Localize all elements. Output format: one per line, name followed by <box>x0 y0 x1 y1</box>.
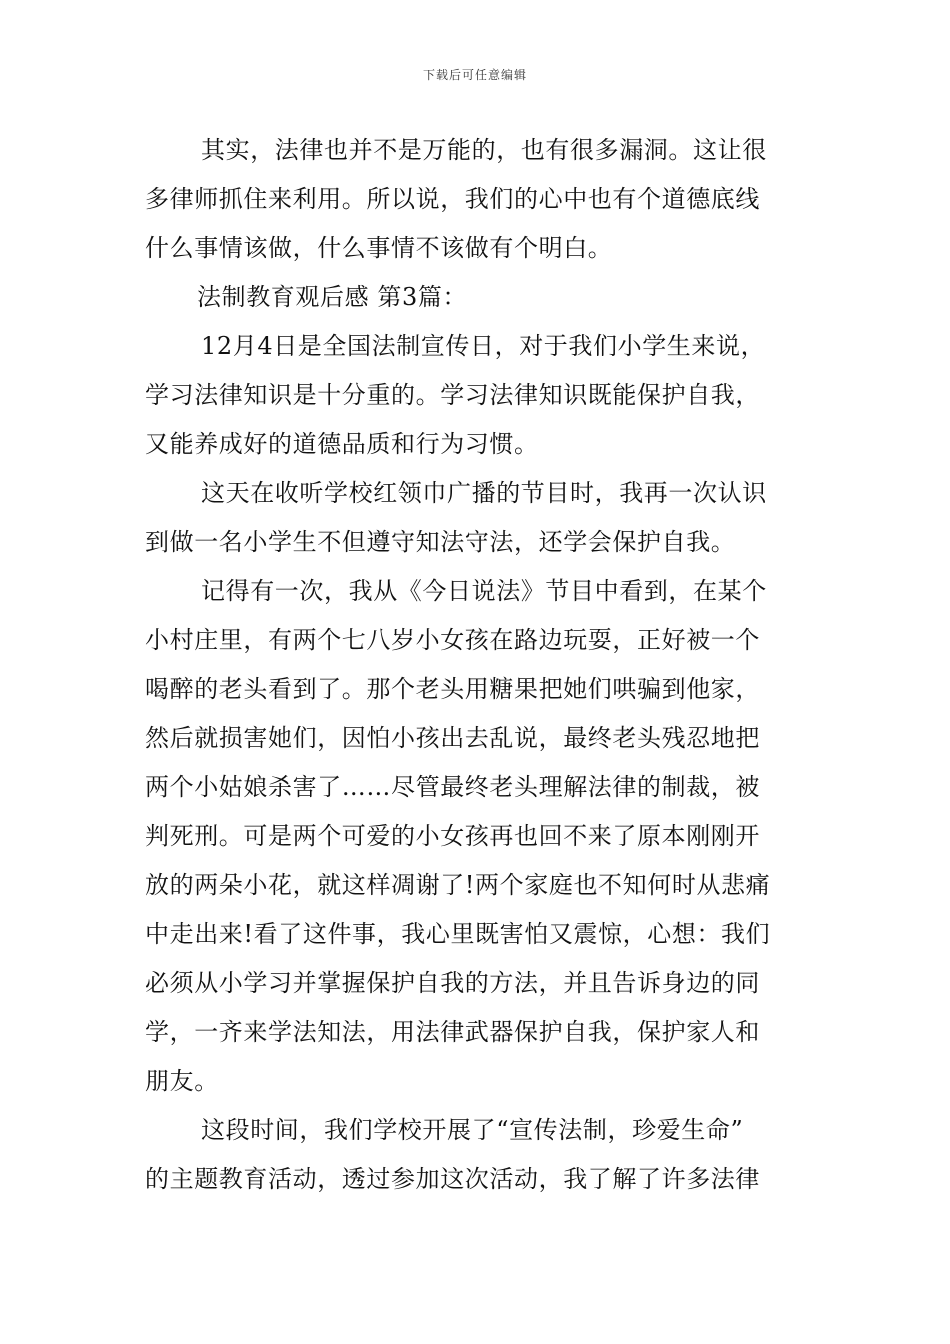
text-line: 朋友。 <box>145 1067 219 1095</box>
text-line: 必须从小学习并掌握保护自我的方法，并且告诉身边的同 <box>145 969 760 997</box>
text-line: 这段时间，我们学校开展了“宣传法制，珍爱生命” <box>201 1116 744 1144</box>
text-line: 然后就损害她们，因怕小孩出去乱说，最终老头残忍地把 <box>145 724 760 752</box>
text-line: 中走出来!看了这件事，我心里既害怕又震惊，心想：我们 <box>145 920 771 948</box>
text-line: 又能养成好的道德品质和行为习惯。 <box>145 430 539 458</box>
text-line: 多律师抓住来利用。所以说，我们的心中也有个道德底线 <box>145 185 760 213</box>
text-line: 学习法律知识是十分重的。学习法律知识既能保护自我， <box>145 381 760 409</box>
page-header-note: 下载后可任意编辑 <box>422 68 527 82</box>
text-line: 喝醉的老头看到了。那个老头用糖果把她们哄骗到他家， <box>145 675 760 703</box>
text-line: 学，一齐来学法知法，用法律武器保护自我，保护家人和 <box>145 1018 760 1046</box>
text-line: 记得有一次，我从《今日说法》节目中看到，在某个 <box>201 577 767 605</box>
section-heading: 法制教育观后感 第3篇： <box>197 283 468 311</box>
text-line: 判死刑。可是两个可爱的小女孩再也回不来了原本刚刚开 <box>145 822 760 850</box>
document-body <box>145 126 807 1204</box>
text-line: 小村庄里，有两个七八岁小女孩在路边玩耍，正好被一个 <box>145 626 760 654</box>
text-line: 两个小姑娘杀害了……尽管最终老头理解法律的制裁，被 <box>145 773 760 801</box>
text-line: 到做一名小学生不但遵守知法守法，还学会保护自我。 <box>145 528 736 556</box>
text-line: 什么事情该做，什么事情不该做有个明白。 <box>145 234 613 262</box>
text-line: 放的两朵小花，就这样凋谢了!两个家庭也不知何时从悲痛 <box>145 871 771 899</box>
text-line: 12月4日是全国法制宣传日，对于我们小学生来说， <box>201 332 766 360</box>
text-line: 这天在收听学校红领巾广播的节目时，我再一次认识 <box>201 479 767 507</box>
text-line: 其实，法律也并不是万能的，也有很多漏洞。这让很 <box>201 136 767 164</box>
text-line: 的主题教育活动，透过参加这次活动，我了解了许多法律 <box>145 1165 760 1193</box>
